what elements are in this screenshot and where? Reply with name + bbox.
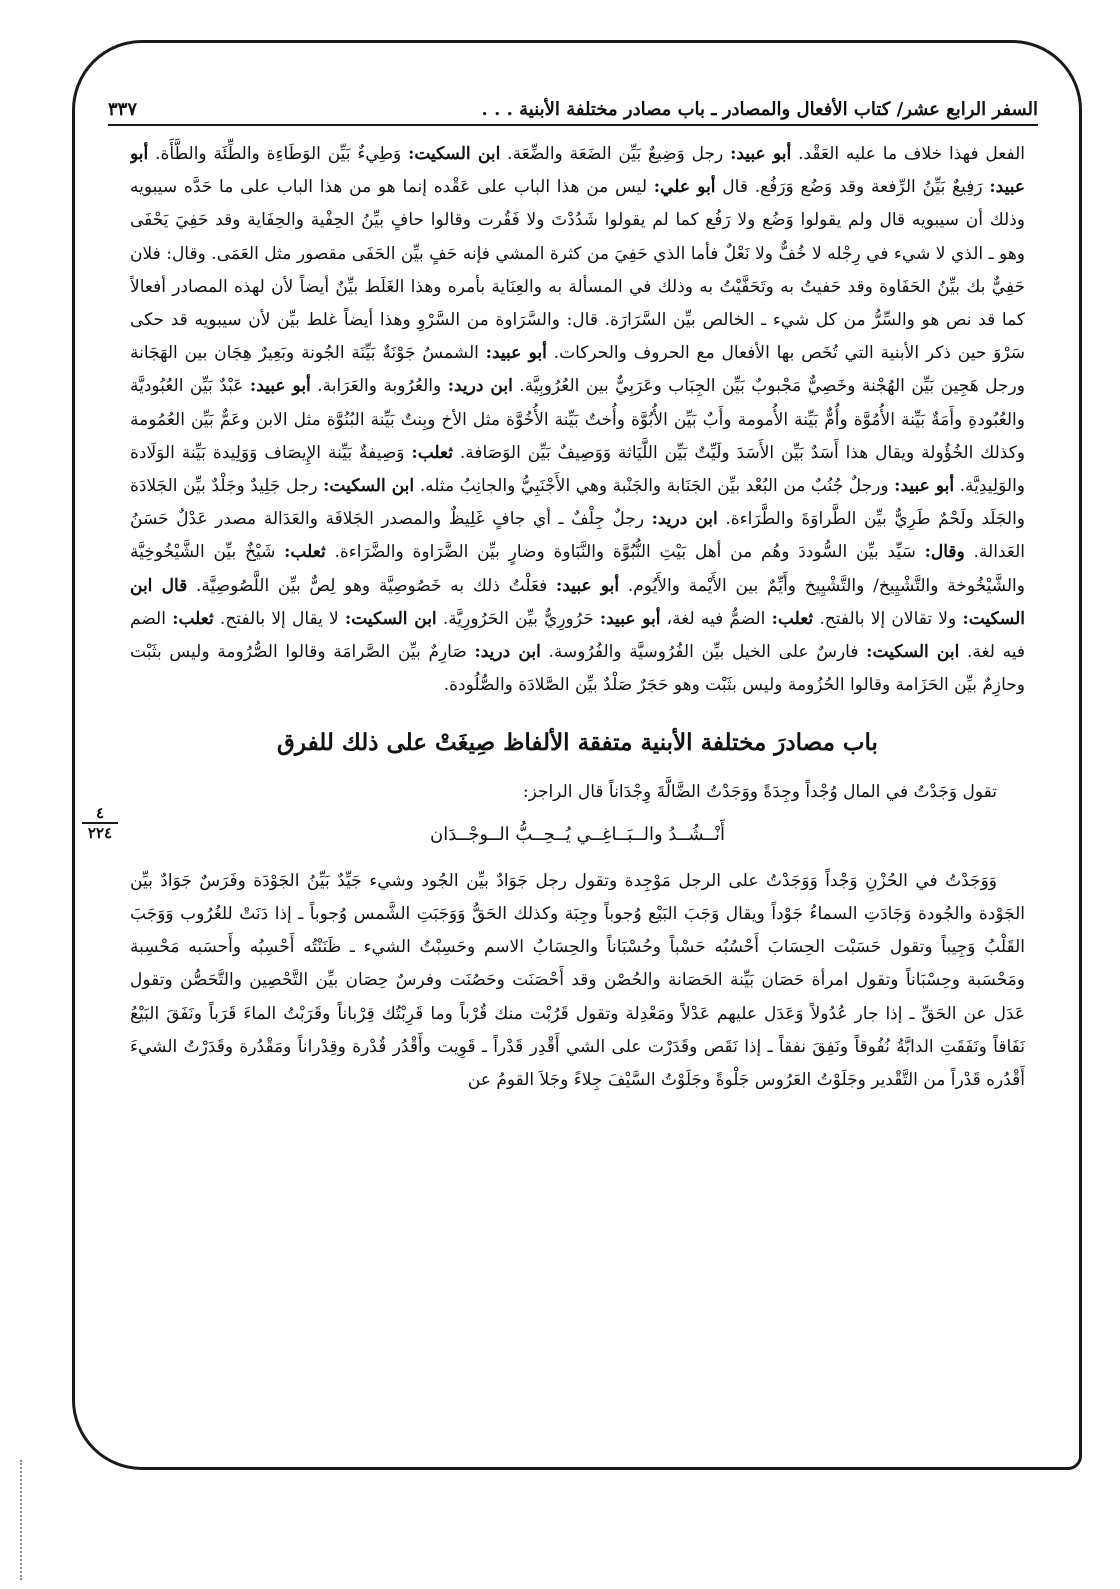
text-segment: ليس من هذا الباب على عَقْده إنما هو من هذا الباب على ما حَدَّه سيبويه وذلك أن سيبويه قال ولم يقولوا وَضُع ولا رَفُع كما لم يقولوا شَدُدْتَ ولا فَقُرت وقالوا حافٍ بيِّنُ الحِفْية والحِفَاية وقد حَفِيَ يَحْفَى وهو ـ الذي لا شيء في رِجْله لا خُفٌّ ولا نَعْلٌ فأما الذي حَفِيَ من كثرة المشي فإنه حَفٍ بيِّن الحَفَى مقصور مثل العَمَى. وقال: فلان حَفِيٌّ بك بيِّنُ الحَفَاوة وقد حَفيتُ به وتَحَفَّيْتُ به وذلك في المسألة به والعِنَاية بأمره وهذا الغَلَط بيِّنٌ أيضاً لأن لهذه المصادر أفعالاً كما قد نص هو والسِّرُّ من كل شيء ـ الخالص بيِّن السَّرَارَة. قال: والسَّرَاوة من السَّرْوِ وهذا أيضاً غلط بيِّن لأن سيبويه قد حكى سَرْوَ حين ذكر الأبنية التي تُخَص بها الأفعال مع الحروف والحركات. [130, 177, 1025, 364]
paragraph-1 [130, 138, 1025, 702]
speaker-name: ابن السكيت: [323, 476, 415, 497]
text-segment: عَبْدٌ بَيِّن العُبُوديَّة والعُبُودةِ وأَمَةٌ بَيِّنة الأُمُوَّة وأُمٌّ بَيِّنة الأُمومة وأَبٌ بَيِّن الأُبُوَّة وأُختٌ بَيِّنة الأُخُوَّة مثل الأخ وبِنتٌ بَيِّنة البُنُوَّة مثل الابن وعَمٌّ بَيِّن العُمُومة وكذلك الخُؤُولة ويقال هذا أَسَدٌ بَيِّن الأَسَدَ ولَيِّتٌ بَيِّن اللَّيَاثة وَوَصِيفٌ بَيِّن الوَصَافة. [130, 376, 1025, 463]
text-segment: ورجلٌ جُنُبٌ من البُعْد بيِّن الجَنَابة والجَنْبة وهي الأَجْنَبِيُّ والجانِبُ مثله. [414, 476, 895, 497]
text-segment: ولا تقالان إلا بالفتح. [813, 608, 963, 629]
speaker-name: ثعلب: [411, 442, 453, 463]
speaker-name: أبو عبيد: [556, 575, 620, 596]
header-title: السفر الرابع عشر/ كتاب الأفعال والمصادر ـ باب مصادر مختلفة الأبنية . . . [481, 99, 1038, 120]
speaker-name: ثعلب: [771, 608, 814, 629]
text-segment: شَيْخٌ بيِّن الشَّيْخُوخِيَّة والشَّيْخُوخة والتَّشْيِيخ/ والتَّشْيِيخ وأَيِّمٌ بين الأَيْمة والأَيُوم. [130, 542, 1025, 596]
scan-edge-marks [20, 1460, 30, 1580]
text-segment: الضم فيه لغة. [130, 608, 1025, 663]
speaker-name: ابن دريد: [474, 642, 541, 663]
speaker-name: ابن السكيت: [866, 642, 960, 663]
speaker-name: وقال: [924, 542, 965, 563]
text-segment: رجلٌ جِلْفٌ ـ أي جافٍ غَلِيظٌ والمصدر الجَلافَة والعَدَالة مصدر عَدْلٌ حَسَنُ العَدالة. [130, 509, 1025, 563]
speaker-name: أبو عبيد: [249, 376, 311, 397]
speaker-name: أبو علي: [653, 177, 716, 198]
text-segment: رَفِيعٌ بَيِّنُ الرِّفعة وقد وَضُع وَرَفُع. قال [715, 177, 990, 198]
text-segment: حَرُورِيٌّ بيِّن الحَرُورِيَّة. [436, 608, 600, 629]
margin-ref-numerator: ٤ [95, 804, 105, 822]
speaker-name: ابن دريد: [651, 509, 718, 530]
margin-ref-denominator: ٢٢٤ [82, 822, 118, 842]
text-segment: فعَلْتُ ذلك به خَصُوصِيَّة وهو لِصٌّ بيِّن اللَّصُوصِيَّة. [187, 575, 557, 596]
speaker-name: أبو عبيد: [130, 144, 1025, 198]
text-segment: وَطِيءٌ بَيِّن الوَطَاءِة والطِّئَة والطَّأَة. [148, 144, 409, 164]
poetry-verse: أَنْــشُــدُ والــبَــاغِــي يُــحِــبُّ الــوجْــدَان [430, 823, 725, 845]
text-segment: الضمُّ فيه لغة، [660, 608, 772, 629]
speaker-name: ثعلب: [172, 608, 214, 629]
speaker-name: أبو عبيد: [599, 608, 661, 629]
text-segment: رجل جَلِيدٌ وجَلْدٌ بيِّن الجَلادَة والجَلَد ولَحْمٌ طَرِيٌّ بيِّن الطَّراوَةَ والطَّرَاءة. [130, 476, 1025, 530]
speaker-name: قال ابن السكيت: [130, 575, 1025, 629]
speaker-name: ثعلب: [284, 542, 326, 563]
text-segment: صَارِمٌ بيِّن الصَّرامَة وقالوا الصُّرُومة وليس بثَبْت وحازِمٌ بيِّن الحَزَامة وقالوا الحُزُومة وليس بثَبْت وهو حَجَرٌ صَلْدٌ بيِّن الصَّلادَة والصُّلُودة. [130, 642, 1025, 696]
speaker-name: أبو عبيد: [485, 343, 547, 364]
paragraph-2: وَوَجَدْتُ في الحُزْنِ وَجْداً وَوَجَدْتُ على الرجل مَوْجِدة وتقول رجل جَوَادٌ بيِّن الجُود وشيء جَيِّدٌ بَيِّنُ الجَوْدَة وفَرَسٌ جَوَادٌ بيِّن الجَوْدة والجُودة وَجَادَتِ السماءُ جَوْداً ويقال وَجَبَ البَيْع وُجوباً وجِبَة وكذلك الحَقُّ وَوَجَبَتِ الشَّمس وُجوباً ـ إذا دَنَتْ للغُرُوب وَوَجَبَ القَلْبُ وَجِيباً وتقول حَسَبْت الحِسَابَ أَحْسُبُه حَسْباً وحُسْبَاناً والحِسَابُ الاسم وحَسِبْتُ الشيء ـ ظَنَنْتُه أَحْسِبُه وأَحسَبه مَحْسِبة ومَحْسَبة وحِسْبَاناً وتقول امرأة حَصَان بَيِّنة الحَصَانة والحُصْن وقد أَحْصَنَت وحَصُنَت وفرسٌ حِصَان بيِّن التَّحْصِين والتَّحَصُّن وتقول عَدَل عن الحَقِّ ـ إذا جار عُدُولاً وَعَدَل عليهم عَدْلاً ومَعْدِلة وتقول قَرُبْت منك قُرْباً وما قَرِبْتُك قِرْباناً وقَرَبْتُ الماءَ قَرَباً ونَفَقَ البَيْعُ نَفَاقاً ونَفَقَتِ الدابَّةُ نُفُوقاً ونَفِقَ نفقاً ـ إذا نَقَص وقَدَرْت على الشي أَقْدِر قَدْراً ـ قَوِيت وأَقْدُر قُدْرة وقِدْراناً ومَقْدُرة وقَدَرْتُ الشيءَ أَقْدُره قَدْراً من التَّقْدير وجَلَوْتُ العَرُوس جَلْوةً وجَلَوْتُ السَّيْفَ جِلاءً وجَلاَ القومُ عن [130, 870, 1025, 1091]
intro-line: تقول وَجَدْتُ في المال وُجْداً وجِدَةً ووَجَدْتُ الضَّالَّةَ وِجْدَاناً قال الراجز: [522, 782, 997, 803]
text-segment: وَصِيفةٌ بَيِّنة الإِيصَاف وَوَلِيدة بَيِّنة الوَلَادة والوَلِيدِيَّة. [130, 442, 1025, 497]
text-segment: لا يقال إلا بالفتح. [213, 608, 345, 629]
speaker-name: ابن السكيت: [408, 144, 501, 164]
speaker-name: أبو عبيد: [730, 144, 792, 164]
page-number: ٣٣٧ [108, 99, 138, 120]
speaker-name: ابن دريد: [447, 376, 513, 397]
section-heading: باب مصادرَ مختلفة الأبنية متفقة الألفاظ صِيغَتْ على ذلك للفرق [277, 729, 878, 757]
text-segment: فارسٌ على الخيل بيِّن الفُرُوسيَّة والفُرُوسة. [540, 642, 867, 663]
running-header [108, 88, 1038, 126]
text-segment: الشمسُ جَوْنَةٌ بَيِّنَة الجُونة وبَعِيرٌ هِجَان بين الهَجَانة ورجل هَجِين بَيِّن الهُجْنة وخَصِيٌّ مَجْبوبٌ بَيِّن الجِبَاب وعَرَبِيٌّ بين العُرُوبِيَّة. [130, 343, 1025, 397]
speaker-name: أبو عبيد: [894, 476, 955, 497]
margin-reference [82, 804, 118, 842]
text-segment: والعُرُوبة والعَرَابة. [310, 376, 448, 397]
text-segment: رجل وَضِيعٌ بَيِّن الضَعَة والضِّعَة. [500, 144, 731, 164]
page-body [130, 138, 1025, 1448]
text-segment: الفعل فهذا خلاف ما عليه العَقْد. [791, 144, 1025, 164]
text-segment: سَيِّد بيِّن السُّوددَ وهُم من أهل بَيْتِ النُّبُوَّة والنَّبَاوة وضارٍ بيِّن الضَّرَاوة والضَّرَاءة. [325, 542, 925, 563]
speaker-name: ابن السكيت: [344, 608, 437, 629]
